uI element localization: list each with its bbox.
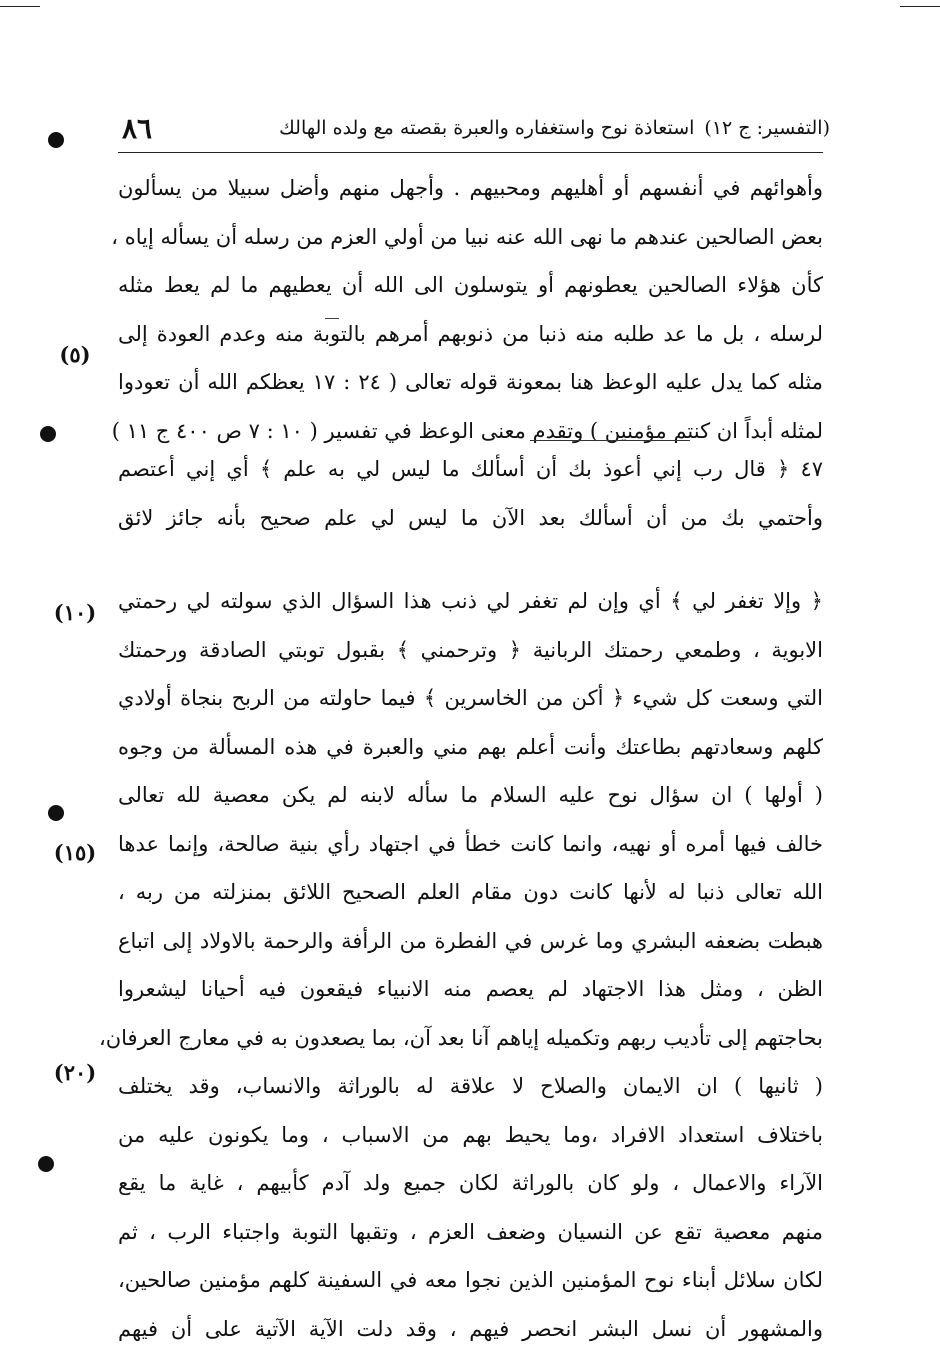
text-line: والمشهور أن نسل البشر انحصر فيهم ، وقد دلت الآية الآتية على أن فيهم (118, 1305, 823, 1353)
text-line: منهم معصية تقع عن النسيان وضعف العزم ، وتقبها التوبة واجتباء الرب ، ثم (118, 1208, 823, 1257)
section-separator (530, 440, 690, 441)
punch-hole-icon (48, 132, 64, 148)
header-rule (118, 152, 823, 153)
page-number: ٨٦ (122, 112, 152, 145)
text-line: باختلاف استعداد الافراد ،وما يحيط بهم من الاسباب ، وما يكونون عليه من (118, 1111, 823, 1160)
paragraph-2 (118, 445, 823, 1353)
text-line: مثله كما يدل عليه الوعظ هنا بمعونة قوله تعالى ( ٢٤ : ١٧ يعظكم الله أن تعودوا (118, 358, 823, 407)
line-number-10: (١٠) (40, 600, 110, 625)
text-line: ﴿ وإلا تغفر لي ﴾ أي وإن لم تغفر لي ذنب هذا السؤال الذي سولته لي رحمتي (118, 577, 823, 626)
text-line: وأهوائهم في أنفسهم أو أهليهم ومحبيهم . وأجهل منهم وأضل سبيلا من يسألون (118, 164, 823, 213)
header-reference: (التفسير: ج ١٢) (704, 117, 830, 139)
line-number-15: (١٥) (40, 840, 110, 865)
text-line: هبطت بضعفه البشري وما غرس في الفطرة من الرأفة والرحمة بالاولاد إلى اتباع (118, 917, 823, 966)
text-line: خالف فيها أمره أو نهيه، وانما كانت خطأ في اجتهاد رأي بنية صالحة، وإنما عدها (118, 820, 823, 869)
text-line: بحاجتهم إلى تأديب ربهم وتكميله إياهم آنا بعد آن، بما يصعدون به في معارج العرفان، (118, 1014, 823, 1063)
scan-corner-mark-right (900, 6, 940, 7)
text-line: لمثله أبداً ان كنتم مؤمنين ) وتقدم معنى الوعظ في تفسير ( ١٠ : ٧ ص ٤٠٠ ج ١١ ) (118, 407, 823, 456)
line-number-20: (٢٠) (40, 1060, 110, 1085)
text-line: الآراء والاعمال ، ولو كان بالوراثة لكان جميع ولد آدم كأبيهم ، غاية ما يقع (118, 1159, 823, 1208)
text-line: بعض الصالحين عندهم ما نهى الله عنه نبيا من أولي العزم من رسله أن يسأله إياه ، (118, 213, 823, 262)
text-line: الله تعالى ذنبا له لأنها كانت دون مقام العلم الصحيح اللائق بمنزلته من ربه ، (118, 868, 823, 917)
text-line: الابوية ، وطمعي رحمتك الربانية ﴿ وترحمني ﴾ بقبول توبتي الصادقة ورحمتك (118, 626, 823, 675)
text-line: ( ثانيها ) ان الايمان والصلاح لا علاقة له بالوراثة والانساب، وقد يختلف (118, 1062, 823, 1111)
paragraph-1 (118, 164, 823, 455)
text-line: الظن ، ومثل هذا الاجتهاد لم يعصم منه الانبياء فيقعون فيه أحيانا ليشعروا (118, 965, 823, 1014)
text-line: كلهم وسعادتهم بطاعتك وأنت أعلم بهم مني والعبرة في هذه المسألة من وجوه (118, 723, 823, 772)
text-line: التي وسعت كل شيء ﴿ أكن من الخاسرين ﴾ فيما حاولته من الربح بنجاة أولادي (118, 674, 823, 723)
punch-hole-icon (40, 426, 56, 442)
text-line: ( أولها ) ان سؤال نوح عليه السلام ما سأله لابنه لم يكن معصية لله تعالى (118, 771, 823, 820)
line-number-5: (٥) (40, 342, 110, 367)
punch-hole-icon (38, 1156, 54, 1172)
text-line: وأحتمي بك من أن أسألك بعد الآن ما ليس لي علم صحيح بأنه جائز لائق (118, 494, 823, 543)
text-line: لكان سلائل أبناء نوح المؤمنين الذين نجوا معه في السفينة كلهم مؤمنين صالحين، (118, 1256, 823, 1305)
scan-corner-mark-left (0, 6, 40, 7)
header-title: استعاذة نوح واستغفاره والعبرة بقصته مع ولده الهالك (152, 117, 704, 139)
running-header (110, 106, 830, 150)
text-line: لرسله ، بل ما عد طلبه منه ذنبا من ذنوبهم أمرهم بالتوبة منه وعدم العودة إلى (118, 310, 823, 359)
text-line: كأن هؤلاء الصالحين يعطونهم أو يتوسلون الى الله أن يعطيهم ما لم يعط مثله (118, 261, 823, 310)
blank-line (118, 542, 823, 577)
punch-hole-icon (48, 805, 64, 821)
text-line: ٤٧ ﴿ قال رب إني أعوذ بك أن أسألك ما ليس لي به علم ﴾ أي إني أعتصم (118, 445, 823, 494)
